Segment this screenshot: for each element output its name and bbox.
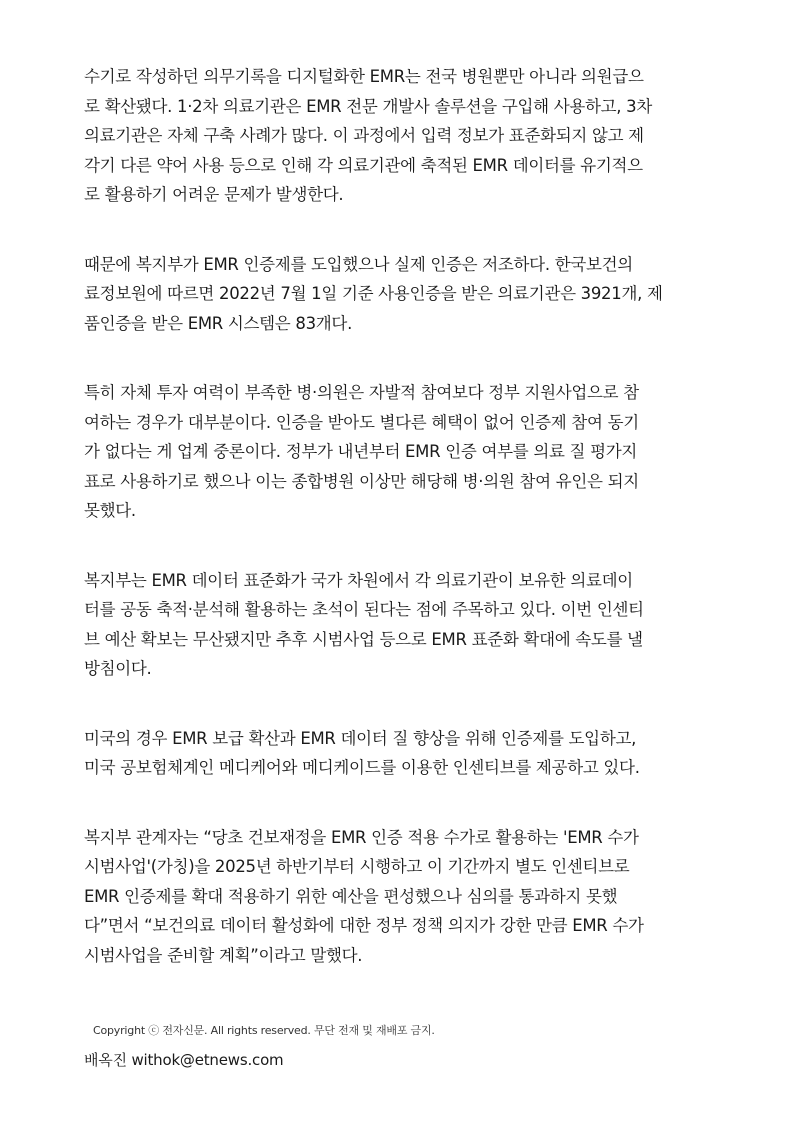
article-paragraph-6	[84, 823, 714, 971]
text-line: 때문에 복지부가 EMR 인증제를 도입했으나 실제 인증은 저조하다. 한국보건의	[84, 254, 633, 274]
article-paragraph-1	[84, 62, 714, 210]
text-line: 다”면서 “보건의료 데이터 활성화에 대한 정부 정책 의지가 강한 만큼 EMR 수가	[84, 916, 644, 935]
article-paragraph-5	[84, 724, 714, 783]
article-paragraph-4	[84, 566, 714, 684]
copyright-notice: Copyright ⓒ 전자신문. All rights reserved. 무단 전재 및 재배포 금지.	[93, 1024, 435, 1037]
text-line: 터를 공동 축적·분석해 활용하는 초석이 된다는 점에 주목하고 있다. 이번 인센티	[84, 600, 644, 619]
text-line: 표로 사용하기로 했으나 이는 종합병원 이상만 해당해 병·의원 참여 유인은 되지	[84, 471, 639, 491]
text-line: 브 예산 확보는 무산됐지만 추후 시범사업 등으로 EMR 표준화 확대에 속도를 낼	[84, 629, 643, 649]
text-line: 못했다.	[84, 501, 136, 520]
text-line: 미국 공보험체계인 메디케어와 메디케이드를 이용한 인센티브를 제공하고 있다.	[84, 758, 640, 777]
text-line: 수기로 작성하던 의무기록을 디지털화한 EMR는 전국 병원뿐만 아니라 의원급으	[84, 67, 644, 86]
text-line: 각기 다른 약어 사용 등으로 인해 각 의료기관에 축적된 EMR 데이터를 유기적으	[84, 155, 643, 175]
text-line: 로 활용하기 어려운 문제가 발생한다.	[84, 185, 344, 204]
byline: 배옥진 withok@etnews.com	[84, 1051, 284, 1069]
text-line: 복지부는 EMR 데이터 표준화가 국가 차원에서 각 의료기관이 보유한 의료데이	[84, 570, 633, 590]
text-line: 시범사업을 준비할 계획”이라고 말했다.	[84, 945, 363, 965]
text-line: 방침이다.	[84, 659, 152, 678]
article-paragraph-3	[84, 378, 714, 526]
text-line: EMR 인증제를 확대 적용하기 위한 예산을 편성했으나 심의를 통과하지 못했	[84, 886, 618, 906]
text-line: 품인증을 받은 EMR 시스템은 83개다.	[84, 313, 353, 333]
text-line: 의료기관은 자체 구축 사례가 많다. 이 과정에서 입력 정보가 표준화되지 않고 제	[84, 126, 644, 145]
text-line: 시범사업'(가칭)을 2025년 하반기부터 시행하고 이 기간까지 별도 인센티브로	[84, 857, 630, 876]
text-line: 료정보원에 따르면 2022년 7월 1일 기준 사용인증을 받은 의료기관은 3921개, 제	[84, 284, 663, 303]
text-line: 로 확산됐다. 1·2차 의료기관은 EMR 전문 개발사 솔루션을 구입해 사용하고, 3차	[84, 96, 652, 116]
text-line: 가 없다는 게 업계 중론이다. 정부가 내년부터 EMR 인증 여부를 의료 질 평가지	[84, 442, 638, 461]
article-body	[84, 62, 714, 1072]
text-line: 미국의 경우 EMR 보급 확산과 EMR 데이터 질 향상을 위해 인증제를 도입하고,	[84, 728, 637, 748]
text-line: 특히 자체 투자 여력이 부족한 병·의원은 자발적 참여보다 정부 지원사업으로 참	[84, 383, 639, 402]
article-paragraph-2	[84, 250, 714, 339]
text-line: 복지부 관계자는 “당초 건보재정을 EMR 인증 적용 수가로 활용하는 'EMR 수가	[84, 827, 639, 847]
text-line: 여하는 경우가 대부분이다. 인증을 받아도 별다른 혜택이 없어 인증제 참여 동기	[84, 412, 639, 432]
